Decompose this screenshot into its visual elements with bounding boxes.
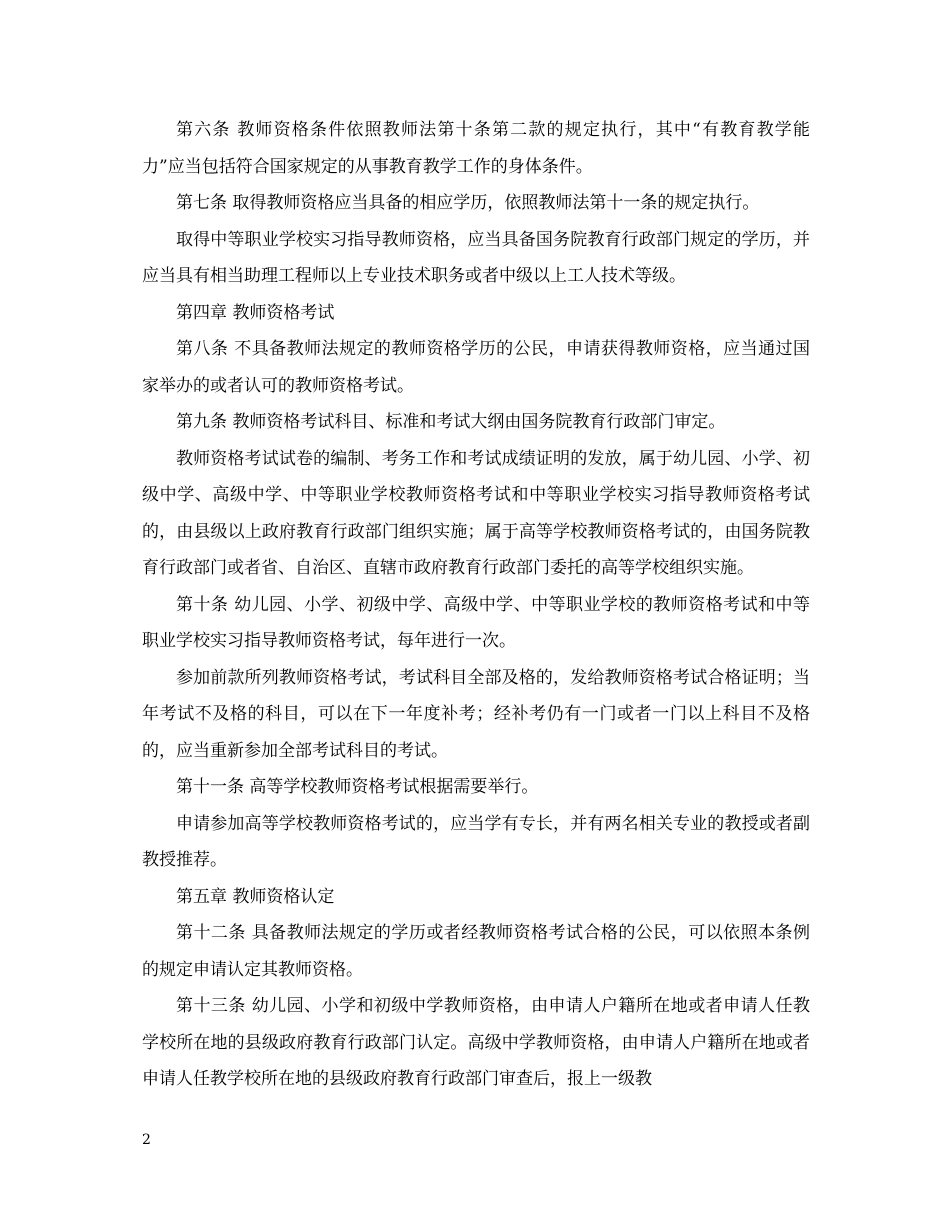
paragraph-article-11: 第十一条 高等学校教师资格考试根据需要举行。: [176, 777, 539, 797]
page-number: 2: [142, 1132, 151, 1148]
paragraph-article-12: 第十二条 具备教师法规定的学历或者经教师资格考试合格的公民，可以依照本条例的规定申请认定其教师资格。: [142, 923, 810, 980]
paragraph-article-9-clause: 教师资格考试试卷的编制、考务工作和考试成绩证明的发放，属于幼儿园、小学、初级中学、高级中学、中等职业学校教师资格考试和中等职业学校实习指导教师资格考试的，由县级以上政府教育行政部门组织实施；属于高等学校教师资格考试的，由国务院教育行政部门或者省、自治区、直辖市政府教育行政部门委托的高等学校组织实施。: [142, 448, 810, 578]
paragraph-article-11-clause: 申请参加高等学校教师资格考试的，应当学有专长，并有两名相关专业的教授或者副教授推荐。: [142, 813, 810, 870]
chapter-heading-5: 第五章 教师资格认定: [176, 886, 335, 907]
paragraph-article-7: 第七条 取得教师资格应当具备的相应学历，依照教师法第十一条的规定执行。: [176, 193, 760, 213]
paragraph-article-10-clause: 参加前款所列教师资格考试，考试科目全部及格的，发给教师资格考试合格证明；当年考试不及格的科目，可以在下一年度补考；经补考仍有一门或者一门以上科目不及格的，应当重新参加全部考试科目的考试。: [142, 667, 810, 761]
paragraph-article-10: 第十条 幼儿园、小学、初级中学、高级中学、中等职业学校的教师资格考试和中等职业学校实习指导教师资格考试，每年进行一次。: [142, 594, 810, 651]
paragraph-article-8: 第八条 不具备教师法规定的教师资格学历的公民，申请获得教师资格，应当通过国家举办的或者认可的教师资格考试。: [142, 339, 810, 396]
paragraph-article-6: 第六条 教师资格条件依照教师法第十条第二款的规定执行，其中“有教育教学能力”应当包括符合国家规定的从事教育教学工作的身体条件。: [142, 120, 810, 177]
paragraph-article-9: 第九条 教师资格考试科目、标准和考试大纲由国务院教育行政部门审定。: [176, 412, 726, 432]
paragraph-article-7-clause: 取得中等职业学校实习指导教师资格，应当具备国务院教育行政部门规定的学历，并应当具有相当助理工程师以上专业技术职务或者中级以上工人技术等级。: [142, 229, 810, 286]
paragraph-article-13: 第十三条 幼儿园、小学和初级中学教师资格，由申请人户籍所在地或者申请人任教学校所在地的县级政府教育行政部门认定。高级中学教师资格，由申请人户籍所在地或者申请人任教学校所在地的县级政府教育行政部门审查后，报上一级教: [142, 996, 810, 1089]
document-body: [142, 112, 810, 1098]
chapter-heading-4: 第四章 教师资格考试: [176, 302, 335, 323]
